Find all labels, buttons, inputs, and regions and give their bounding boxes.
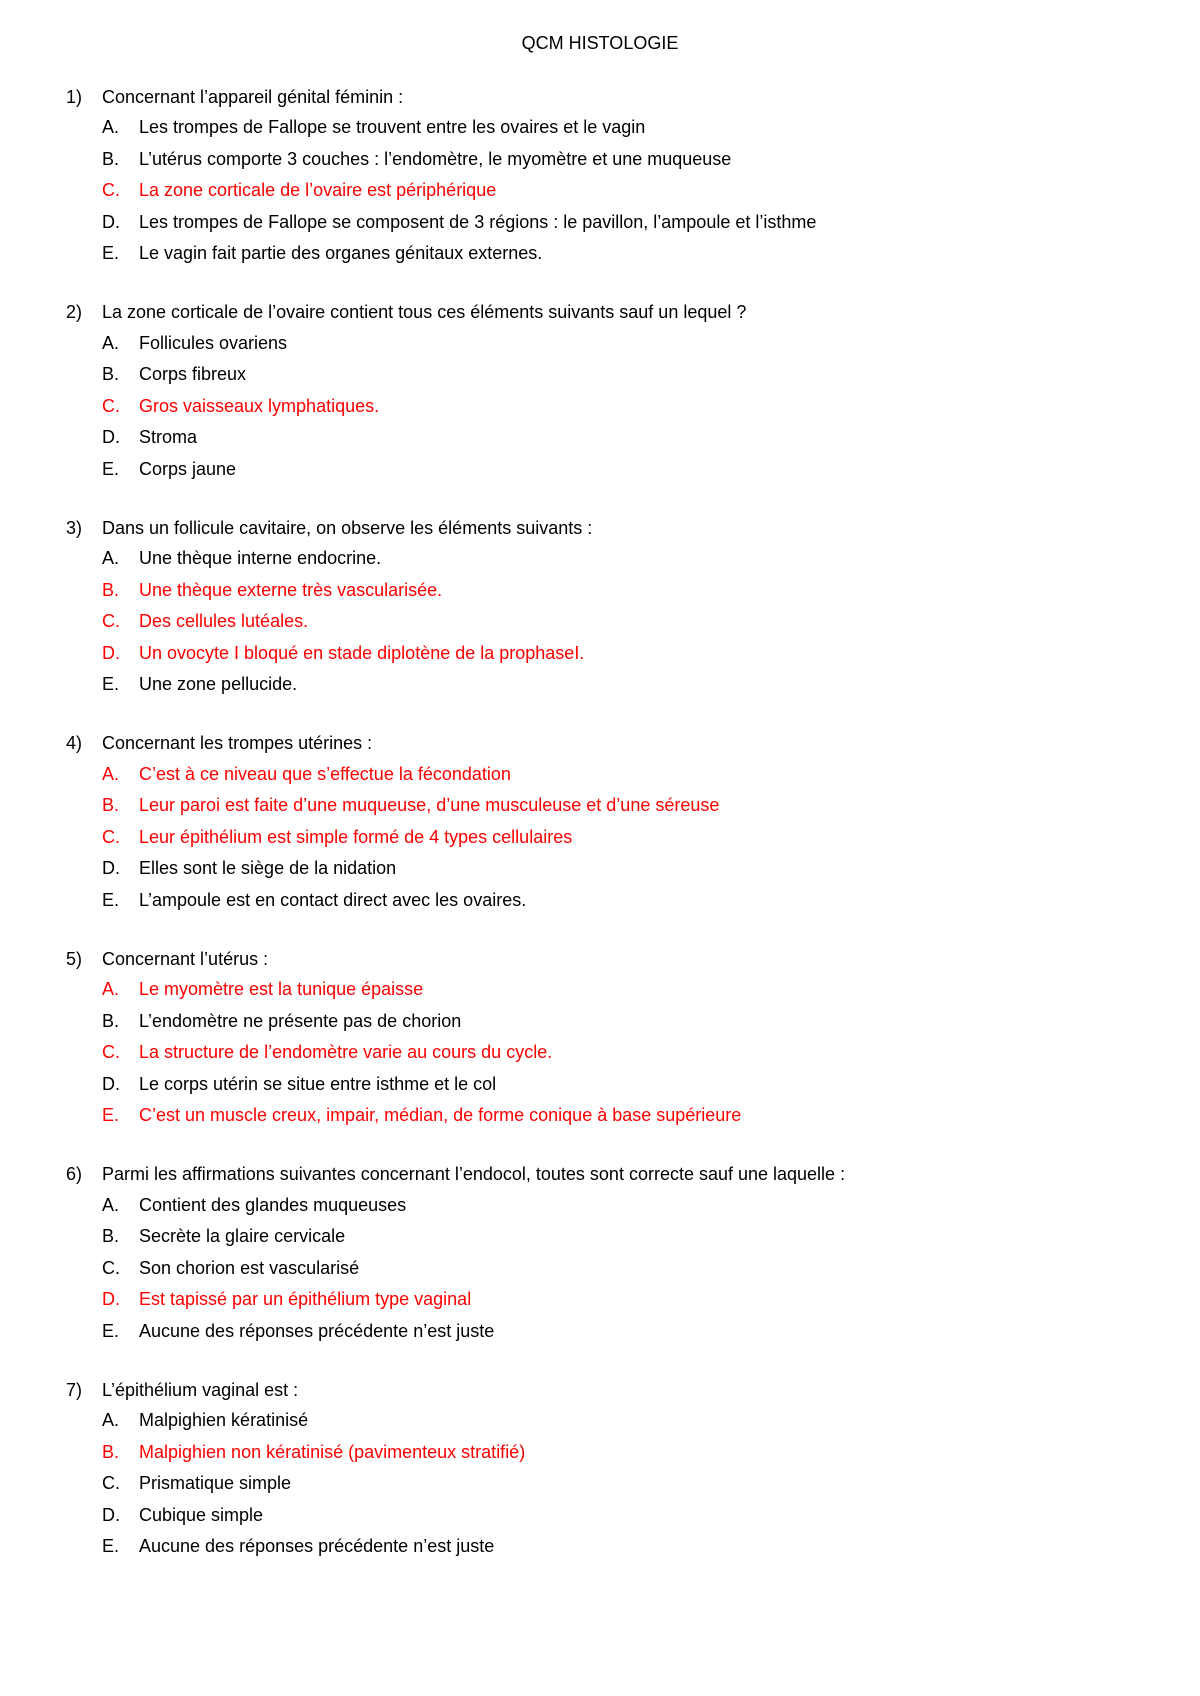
question-header [66, 1160, 1146, 1190]
option-text: L’endomètre ne présente pas de chorion [139, 1010, 462, 1031]
option-text: Corps jaune [139, 458, 237, 479]
option-letter: A. [102, 979, 120, 1000]
option-text: C’est à ce niveau que s’effectue la fécondation [139, 763, 511, 784]
question-text: L’épithélium vaginal est : [102, 1379, 299, 1400]
option-text: Prismatique simple [139, 1473, 292, 1494]
answer-option [66, 885, 1146, 917]
answer-option [66, 112, 1146, 144]
answer-option-correct [66, 575, 1146, 607]
answer-option-correct [66, 1037, 1146, 1069]
answer-option-correct [66, 606, 1146, 638]
question-number: 7) [66, 1379, 83, 1400]
option-text: L’ampoule est en contact direct avec les ovaires. [139, 889, 527, 910]
document-title: QCM HISTOLOGIE [521, 33, 679, 53]
option-letter: D. [102, 211, 120, 232]
option-text: Le vagin fait partie des organes génitaux externes. [139, 243, 543, 264]
option-letter: E. [102, 674, 120, 695]
option-text: Contient des glandes muqueuses [139, 1194, 407, 1215]
question-number: 1) [66, 86, 83, 107]
question-header [66, 944, 1146, 974]
option-letter: D. [102, 858, 120, 879]
answer-option-correct [66, 759, 1146, 791]
option-text: Leur épithélium est simple formé de 4 types cellulaires [139, 826, 573, 847]
question-text: Dans un follicule cavitaire, on observe les éléments suivants : [102, 517, 593, 538]
answer-option-correct [66, 974, 1146, 1006]
option-letter: A. [102, 117, 120, 138]
option-text: Une zone pellucide. [139, 674, 298, 695]
answer-option [66, 1006, 1146, 1038]
option-text: C’est un muscle creux, impair, médian, de forme conique à base supérieure [139, 1105, 742, 1126]
option-letter: E. [102, 1320, 120, 1341]
option-letter: D. [102, 1504, 120, 1525]
option-text: Une thèque externe très vascularisée. [139, 579, 443, 600]
option-letter: A. [102, 1410, 120, 1431]
answer-option-correct [66, 391, 1146, 423]
question-block [66, 729, 1146, 917]
answer-option [66, 238, 1146, 270]
answer-option [66, 422, 1146, 454]
answer-option [66, 359, 1146, 391]
question-number: 3) [66, 517, 83, 538]
option-letter: A. [102, 1194, 120, 1215]
option-letter: B. [102, 1226, 120, 1247]
question-number: 2) [66, 302, 83, 322]
option-letter: B. [102, 1010, 120, 1031]
answer-option [66, 1069, 1146, 1101]
option-text: Leur paroi est faite d’une muqueuse, d’une musculeuse et d’une séreuse [139, 795, 720, 816]
answer-option [66, 207, 1146, 239]
question-block [66, 298, 1146, 486]
answer-option-correct [66, 638, 1146, 670]
option-text: Le myomètre est la tunique épaisse [139, 979, 424, 1000]
answer-option [66, 144, 1146, 176]
option-text: Est tapissé par un épithélium type vaginal [139, 1289, 472, 1310]
option-text: Cubique simple [139, 1504, 264, 1525]
answer-option [66, 669, 1146, 701]
question-header [66, 82, 1146, 112]
option-letter: B. [102, 148, 120, 169]
question-block [66, 1375, 1146, 1563]
option-text: Son chorion est vascularisé [139, 1257, 360, 1278]
question-header [66, 513, 1146, 543]
option-letter: B. [102, 795, 120, 816]
option-text: Les trompes de Fallope se trouvent entre les ovaires et le vagin [139, 117, 646, 138]
option-text: Aucune des réponses précédente n’est juste [139, 1320, 495, 1341]
option-letter: E. [102, 1536, 120, 1557]
option-letter: C. [102, 180, 120, 201]
option-letter: C. [102, 1473, 120, 1494]
answer-option-correct [66, 790, 1146, 822]
answer-option [66, 543, 1146, 575]
option-letter: C. [102, 1042, 120, 1063]
answer-option [66, 1531, 1146, 1563]
question-block [66, 1160, 1146, 1348]
question-number: 5) [66, 948, 83, 969]
option-letter: B. [102, 364, 120, 385]
option-letter: B. [102, 579, 120, 600]
question-text: Concernant les trompes utérines : [102, 733, 373, 753]
answer-option [66, 1316, 1146, 1348]
option-text: Le corps utérin se situe entre isthme et le col [139, 1073, 497, 1094]
option-text: Gros vaisseaux lymphatiques. [139, 395, 380, 416]
question-text: Concernant l’appareil génital féminin : [102, 86, 404, 107]
answer-option [66, 853, 1146, 885]
option-letter: E. [102, 1105, 120, 1126]
question-number: 4) [66, 733, 83, 753]
question-header [66, 1375, 1146, 1405]
option-text: Une thèque interne endocrine. [139, 548, 382, 569]
answer-option [66, 1500, 1146, 1532]
option-text: Corps fibreux [139, 364, 247, 385]
option-letter: E. [102, 458, 120, 479]
question-block [66, 82, 1146, 270]
answer-option [66, 1253, 1146, 1285]
option-letter: C. [102, 395, 120, 416]
answer-option [66, 1405, 1146, 1437]
option-text: L’utérus comporte 3 couches : l’endomètre, le myomètre et une muqueuse [139, 148, 732, 169]
option-text: Malpighien kératinisé [139, 1410, 309, 1431]
answer-option [66, 454, 1146, 486]
option-letter: A. [102, 332, 120, 353]
answer-option [66, 1221, 1146, 1253]
question-block [66, 944, 1146, 1132]
question-number: 6) [66, 1164, 83, 1184]
option-text: Stroma [139, 427, 198, 448]
option-text: Secrète la glaire cervicale [139, 1226, 346, 1247]
question-header [66, 298, 1146, 328]
option-letter: C. [102, 826, 120, 847]
answer-option-correct [66, 175, 1146, 207]
answer-option [66, 1468, 1146, 1500]
answer-option-correct [66, 1100, 1146, 1132]
option-text: Malpighien non kératinisé (pavimenteux stratifié) [139, 1441, 526, 1462]
option-letter: D. [102, 427, 120, 448]
option-text: Un ovocyte I bloqué en stade diplotène de la prophaseI. [139, 642, 585, 663]
option-text: Follicules ovariens [139, 332, 288, 353]
question-text: La zone corticale de l’ovaire contient tous ces éléments suivants sauf un lequel ? [102, 302, 747, 322]
option-letter: D. [102, 642, 120, 663]
question-header [66, 729, 1146, 759]
option-text: La zone corticale de l’ovaire est périphérique [139, 180, 497, 201]
answer-option-correct [66, 822, 1146, 854]
question-list [66, 82, 1146, 1591]
option-text: La structure de l’endomètre varie au cours du cycle. [139, 1042, 553, 1063]
answer-option [66, 328, 1146, 360]
option-letter: D. [102, 1073, 120, 1094]
option-text: Des cellules lutéales. [139, 611, 309, 632]
question-text: Concernant l’utérus : [102, 948, 269, 969]
option-text: Aucune des réponses précédente n’est juste [139, 1536, 495, 1557]
option-letter: D. [102, 1289, 120, 1310]
option-letter: A. [102, 763, 120, 784]
answer-option [66, 1190, 1146, 1222]
option-letter: E. [102, 889, 120, 910]
option-letter: A. [102, 548, 120, 569]
option-letter: E. [102, 243, 120, 264]
option-text: Les trompes de Fallope se composent de 3 régions : le pavillon, l’ampoule et l’isthme [139, 211, 817, 232]
question-text: Parmi les affirmations suivantes concernant l’endocol, toutes sont correcte sauf une laquelle : [102, 1164, 846, 1184]
option-letter: C. [102, 611, 120, 632]
option-letter: C. [102, 1257, 120, 1278]
option-text: Elles sont le siège de la nidation [139, 858, 397, 879]
question-block [66, 513, 1146, 701]
answer-option-correct [66, 1284, 1146, 1316]
answer-option-correct [66, 1437, 1146, 1469]
option-letter: B. [102, 1441, 120, 1462]
